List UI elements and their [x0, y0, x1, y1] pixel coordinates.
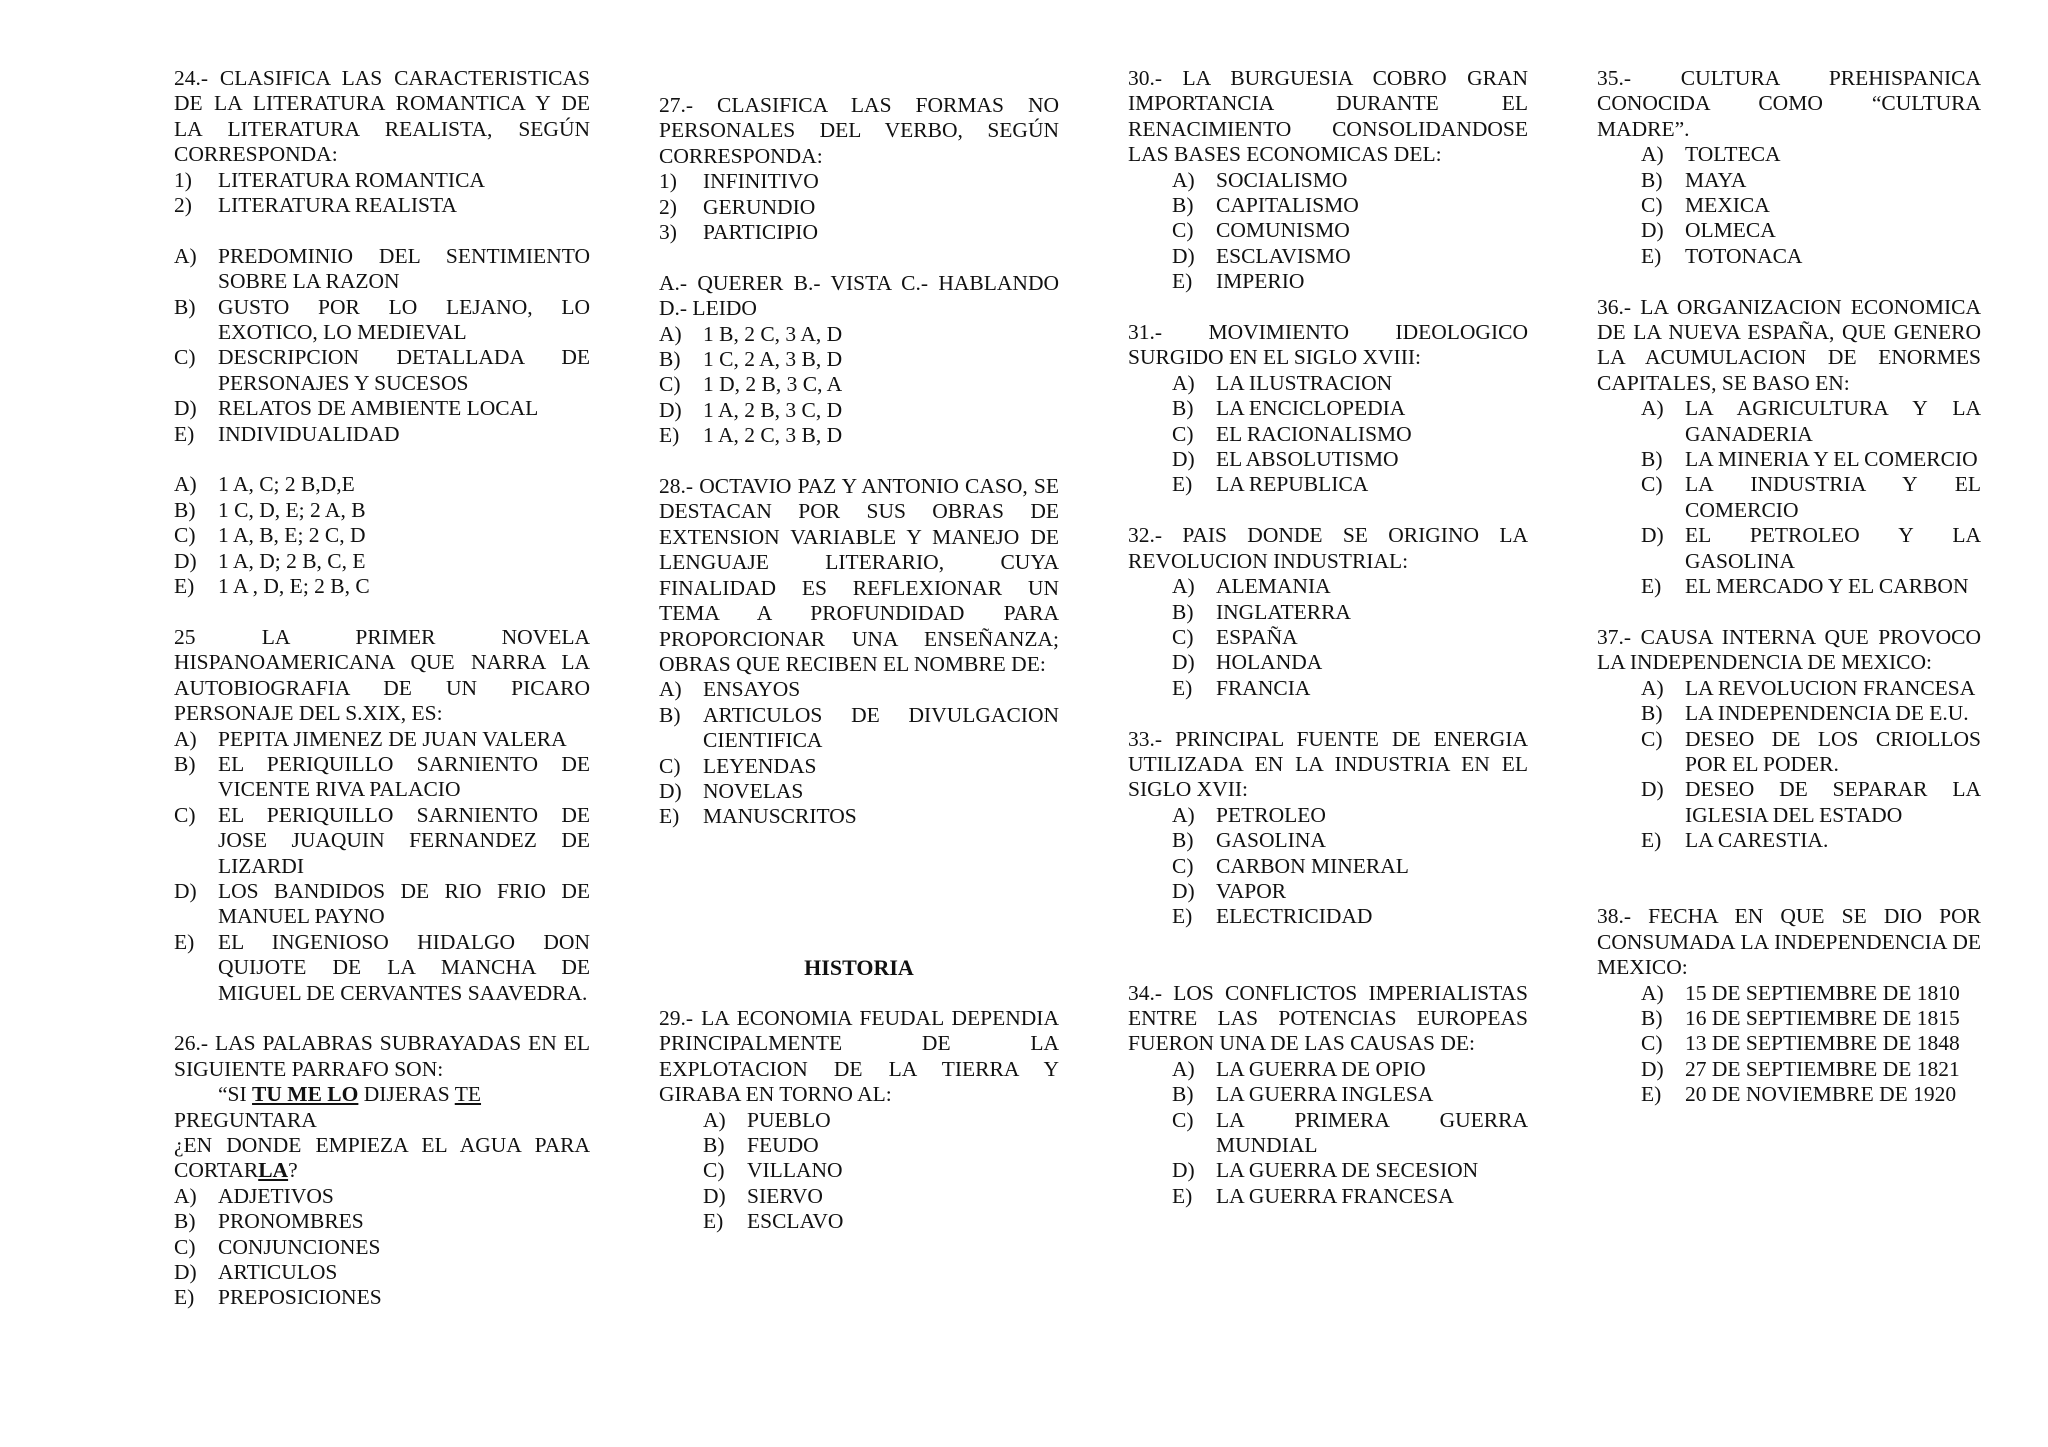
answer-option: A) 1 A, C; 2 B,D,E [174, 472, 355, 497]
answer-option: A) ALEMANIA [1172, 574, 1331, 599]
question-stem: 38.- FECHA EN QUE SE DIO POR CONSUMADA LA INDEPENDENCIA DE MEXICO: [1597, 904, 1981, 980]
answer-option: E) EL MERCADO Y EL CARBON [1641, 574, 1969, 599]
list-item: 2) LITERATURA REALISTA [174, 193, 457, 218]
quote-line: PREGUNTARA [174, 1107, 317, 1132]
list-item: 3) PARTICIPIO [659, 220, 818, 245]
list-item: A) PREDOMINIO DEL SENTIMIENTO SOBRE LA RAZON [174, 243, 590, 294]
answer-option: E) ELECTRICIDAD [1172, 904, 1373, 929]
answer-option: D) HOLANDA [1172, 650, 1323, 675]
question-36 [1597, 295, 1981, 600]
question-24 [174, 66, 590, 600]
word-list: A.- QUERER B.- VISTA C.- HABLANDO D.- LEIDO [659, 270, 1059, 321]
question-stem: 28.- OCTAVIO PAZ Y ANTONIO CASO, SE DESTACAN POR SUS OBRAS DE EXTENSION VARIABLE Y MANEJO DE LENGUAJE LITERARIO, CUYA FINALIDAD ES REFLEXIONAR UN TEMA A PROFUNDIDAD PARA PROPORCIONAR UNA ENSEÑANZA; OBRAS QUE RECIBEN EL NOMBRE DE: [659, 474, 1059, 676]
list-item: 1) INFINITIVO [659, 169, 819, 194]
answer-option: D) LOS BANDIDOS DE RIO FRIO DE MANUEL PAYNO [174, 878, 590, 929]
list-item: 2) GERUNDIO [659, 194, 816, 219]
answer-option: A) ADJETIVOS [174, 1183, 334, 1208]
question-38 [1597, 904, 1981, 1107]
question-28 [659, 474, 1059, 830]
question-31 [1128, 320, 1528, 498]
answer-option: B) LA GUERRA INGLESA [1172, 1082, 1434, 1107]
answer-option: B) LA INDEPENDENCIA DE E.U. [1641, 701, 1969, 726]
list-item: E) INDIVIDUALIDAD [174, 421, 400, 446]
answer-option: E) FRANCIA [1172, 675, 1311, 700]
question-stem: 32.- PAIS DONDE SE ORIGINO LA REVOLUCION INDUSTRIAL: [1128, 523, 1528, 573]
answer-option: E) PREPOSICIONES [174, 1285, 382, 1310]
answer-option: C) COMUNISMO [1172, 218, 1350, 243]
column-2 [659, 93, 1059, 1260]
answer-option: A) 1 B, 2 C, 3 A, D [659, 321, 843, 346]
question-stem: 27.- CLASIFICA LAS FORMAS NO PERSONALES DEL VERBO, SEGÚN CORRESPONDA: [659, 93, 1059, 168]
answer-option: B) 1 C, D, E; 2 A, B [174, 497, 366, 522]
answer-option: B) FEUDO [703, 1132, 819, 1157]
answer-option: A) PETROLEO [1172, 802, 1326, 827]
answer-option: C) EL RACIONALISMO [1172, 421, 1412, 446]
answer-option: D) 1 A, D; 2 B, C, E [174, 548, 366, 573]
answer-option: C) 13 DE SEPTIEMBRE DE 1848 [1641, 1031, 1960, 1056]
answer-option: E) LA REPUBLICA [1172, 472, 1369, 497]
answer-option: A) TOLTECA [1641, 142, 1781, 167]
answer-option: A) PEPITA JIMENEZ DE JUAN VALERA [174, 726, 567, 751]
question-25 [174, 625, 590, 1006]
answer-option: A) LA GUERRA DE OPIO [1172, 1056, 1426, 1081]
question-stem: 34.- LOS CONFLICTOS IMPERIALISTAS ENTRE LAS POTENCIAS EUROPEAS FUERON UNA DE LAS CAUSAS DE: [1128, 980, 1528, 1056]
answer-option: C) DESEO DE LOS CRIOLLOS POR EL PODER. [1641, 726, 1981, 776]
answer-option: E) LA GUERRA FRANCESA [1172, 1183, 1454, 1208]
question-stem: 30.- LA BURGUESIA COBRO GRAN IMPORTANCIA DURANTE EL RENACIMIENTO CONSOLIDANDOSE LAS BASES ECONOMICAS DEL: [1128, 66, 1528, 167]
answer-option: D) VAPOR [1172, 878, 1287, 903]
answer-option: C) ESPAÑA [1172, 624, 1298, 649]
list-item: 1) LITERATURA ROMANTICA [174, 167, 485, 192]
answer-option: C) CARBON MINERAL [1172, 853, 1409, 878]
answer-option: E) ESCLAVO [703, 1209, 844, 1234]
answer-option: C) LEYENDAS [659, 753, 817, 778]
question-34 [1128, 981, 1528, 1210]
answer-option: B) EL PERIQUILLO SARNIENTO DE VICENTE RIVA PALACIO [174, 751, 590, 802]
answer-option: E) 1 A, 2 C, 3 B, D [659, 423, 843, 448]
answer-option: A) LA ILUSTRACION [1172, 370, 1393, 395]
question-stem: 37.- CAUSA INTERNA QUE PROVOCO LA INDEPENDENCIA DE MEXICO: [1597, 624, 1981, 675]
question-stem: 24.- CLASIFICA LAS CARACTERISTICAS DE LA LITERATURA ROMANTICA Y DE LA LITERATURA REALISTA, SEGÚN CORRESPONDA: [174, 66, 590, 167]
answer-option: E) TOTONACA [1641, 243, 1803, 268]
answer-option: B) LA MINERIA Y EL COMERCIO [1641, 447, 1978, 472]
answer-option: A) LA REVOLUCION FRANCESA [1641, 675, 1976, 700]
answer-option: C) EL PERIQUILLO SARNIENTO DE JOSE JUAQUIN FERNANDEZ DE LIZARDI [174, 802, 590, 878]
answer-option: D) DESEO DE SEPARAR LA IGLESIA DEL ESTADO [1641, 777, 1981, 827]
answer-option: D) OLMECA [1641, 218, 1776, 243]
answer-option: A) 15 DE SEPTIEMBRE DE 1810 [1641, 980, 1960, 1005]
underlined-words: TU ME LO [252, 1082, 359, 1107]
answer-option: B) 16 DE SEPTIEMBRE DE 1815 [1641, 1005, 1960, 1030]
answer-option: B) CAPITALISMO [1172, 193, 1359, 218]
answer-option: B) INGLATERRA [1172, 599, 1351, 624]
question-stem: 35.- CULTURA PREHISPANICA CONOCIDA COMO “CULTURA MADRE”. [1597, 66, 1981, 141]
question-37 [1597, 625, 1981, 854]
answer-option: B) 1 C, 2 A, 3 B, D [659, 347, 843, 372]
answer-option: E) LA CARESTIA. [1641, 828, 1829, 853]
answer-option: C) LA INDUSTRIA Y EL COMERCIO [1641, 472, 1981, 522]
question-stem: 25 LA PRIMER NOVELA HISPANOAMERICANA QUE NARRA LA AUTOBIOGRAFIA DE UN PICARO PERSONAJE DEL S.XIX, ES: [174, 624, 590, 726]
answer-option: C) CONJUNCIONES [174, 1234, 381, 1259]
answer-option: E) MANUSCRITOS [659, 804, 857, 829]
answer-option: D) LA GUERRA DE SECESION [1172, 1158, 1479, 1183]
answer-option: A) ENSAYOS [659, 677, 801, 702]
answer-option: E) 1 A , D, E; 2 B, C [174, 574, 370, 599]
answer-option: B) PRONOMBRES [174, 1209, 364, 1234]
question-33 [1128, 727, 1528, 930]
answer-option: C) 1 D, 2 B, 3 C, A [659, 372, 843, 397]
quote-line: ¿EN DONDE EMPIEZA EL AGUA PARA CORTARLA? [174, 1133, 590, 1183]
answer-option: B) LA ENCICLOPEDIA [1172, 396, 1406, 421]
answer-option: C) 1 A, B, E; 2 C, D [174, 523, 366, 548]
question-30 [1128, 66, 1528, 295]
underlined-word: TE [454, 1082, 482, 1107]
question-35 [1597, 66, 1981, 269]
answer-option: D) ARTICULOS [174, 1260, 338, 1285]
question-27 [659, 93, 1059, 449]
underlined-word: LA [258, 1158, 289, 1183]
answer-option: A) SOCIALISMO [1172, 167, 1348, 192]
list-item: D) RELATOS DE AMBIENTE LOCAL [174, 396, 539, 421]
question-stem: 29.- LA ECONOMIA FEUDAL DEPENDIA PRINCIPALMENTE DE LA EXPLOTACION DE LA TIERRA Y GIRABA EN TORNO AL: [659, 1005, 1059, 1107]
answer-option: E) IMPERIO [1172, 269, 1305, 294]
question-26 [174, 1031, 590, 1310]
quote-line: “SI TU ME LO DIJERAS TE [218, 1082, 482, 1107]
list-item: B) GUSTO POR LO LEJANO, LO EXOTICO, LO MEDIEVAL [174, 294, 590, 345]
answer-option: B) GASOLINA [1172, 828, 1326, 853]
question-stem: 31.- MOVIMIENTO IDEOLOGICO SURGIDO EN EL SIGLO XVIII: [1128, 320, 1528, 370]
answer-option: D) ESCLAVISMO [1172, 243, 1351, 268]
list-item: C) DESCRIPCION DETALLADA DE PERSONAJES Y SUCESOS [174, 345, 590, 395]
answer-option: A) LA AGRICULTURA Y LA GANADERIA [1641, 396, 1981, 446]
answer-option: C) LA PRIMERA GUERRA MUNDIAL [1172, 1107, 1528, 1157]
question-stem: 26.- LAS PALABRAS SUBRAYADAS EN EL SIGUIENTE PARRAFO SON: [174, 1031, 590, 1081]
column-1 [174, 66, 590, 1336]
answer-option: D) 27 DE SEPTIEMBRE DE 1821 [1641, 1056, 1960, 1081]
question-32 [1128, 523, 1528, 701]
question-stem: 36.- LA ORGANIZACION ECONOMICA DE LA NUEVA ESPAÑA, QUE GENERO LA ACUMULACION DE ENORMES CAPITALES, SE BASO EN: [1597, 294, 1981, 395]
answer-option: D) EL ABSOLUTISMO [1172, 447, 1399, 472]
answer-option: D) NOVELAS [659, 778, 804, 803]
answer-option: A) PUEBLO [703, 1107, 831, 1132]
answer-option: D) SIERVO [703, 1183, 823, 1208]
answer-option: B) ARTICULOS DE DIVULGACION CIENTIFICA [659, 702, 1059, 753]
question-29 [659, 1006, 1059, 1235]
column-3 [1128, 66, 1528, 1235]
answer-option: C) VILLANO [703, 1158, 843, 1183]
question-stem: 33.- PRINCIPAL FUENTE DE ENERGIA UTILIZADA EN LA INDUSTRIA EN EL SIGLO XVII: [1128, 726, 1528, 802]
answer-option: D) EL PETROLEO Y LA GASOLINA [1641, 523, 1981, 573]
answer-option: B) MAYA [1641, 167, 1747, 192]
column-4 [1597, 66, 1981, 1133]
answer-option: C) MEXICA [1641, 193, 1770, 218]
answer-option: E) 20 DE NOVIEMBRE DE 1920 [1641, 1082, 1957, 1107]
answer-option: D) 1 A, 2 B, 3 C, D [659, 397, 843, 422]
answer-option: E) EL INGENIOSO HIDALGO DON QUIJOTE DE LA MANCHA DE MIGUEL DE CERVANTES SAAVEDRA. [174, 929, 590, 1005]
section-title: HISTORIA [804, 955, 914, 981]
